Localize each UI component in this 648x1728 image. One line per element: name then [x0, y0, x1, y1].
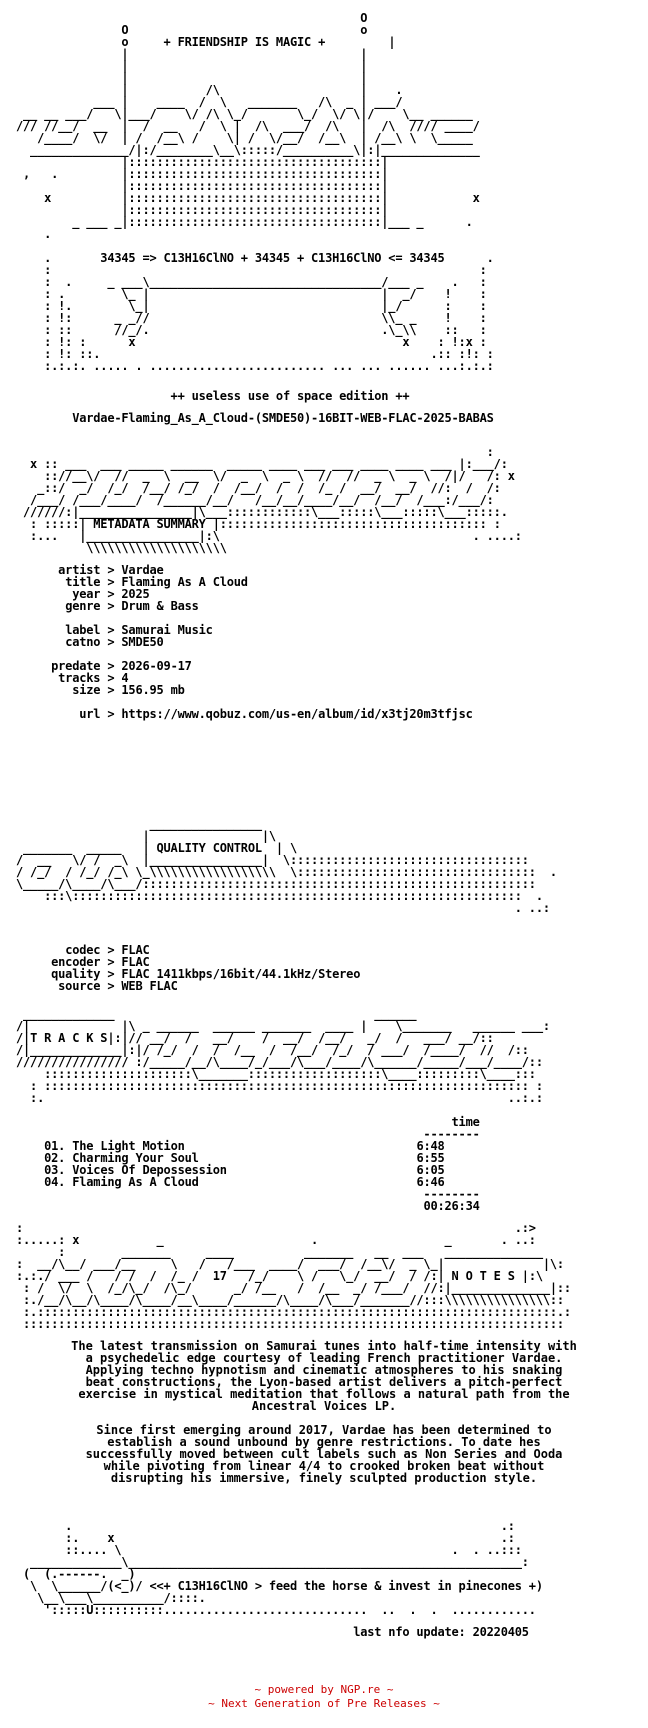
- tagline: + FRIENDSHIP IS MAGIC +: [163, 35, 326, 49]
- notes-para-2: [0, 1424, 648, 1484]
- release-line: [16, 412, 494, 424]
- metadata-banner: : x :: ___ ___ _____ ______ _____ ____ ___ ___ ____ ____ ___ |:___/: :://__\/ // _ \ __ \/ _ \ _ \ // // _ \ _ \ /|/ /: x _::/ _/ /_/ /__/ /_/ / /__/ / / /_ / __/ __/ //: / /: /___/ /___/____/ /______/__/ /__/__/____/__/ /__/ /___:/___/: //////:|________________|\___::::::::::::\___:::::\___:::::\___:::::. : :::::| METADATA SUMMARY |:::::::::::::::::::::::::::::::::::::: : :... |________________|:\ . ....: \\\\\\\\\\\\\\\\\\\\: [23, 445, 522, 555]
- track-time: 6:46: [416, 1175, 445, 1189]
- quality-label: quality: [51, 967, 101, 981]
- header-art: O O o o + FRIENDSHIP IS MAGIC + | | | | | | | | /\ | . ___ | ____ / \ _______ /\ _ | ___/ __ __ ___/ \|___/ \/ /\ \_/ \_/ \/ \|/ \__ ______ /// //__/ __ | / __ / \ | /\ ___/ /\ | /\ //// ____/ /____/ \/ | / /__\ / \| / \/__/ /__\ | /__\ \ \_____ ______________/|:/________\__\:::::/__________\|:|______________ |::::::::::::::::::::::::::::::::::::| , . |::::::::::::::::::::::::::::::::::::| |::::::::::::::::::::::::::::::::::::| x |::::::::::::::::::::::::::::::::::::| x |::::::::::::::::::::::::::::::::::::| _ ___ _|::::::::::::::::::::::::::::::::::::|___ _ . .: [16, 11, 480, 241]
- notes-line: a psychedelic edge courtesy of leading French practitioner Vardae.: [85, 1351, 563, 1365]
- last-update-line: [16, 1626, 529, 1638]
- total-time: 00:26:34: [423, 1199, 480, 1213]
- metadata-title: METADATA SUMMARY: [93, 517, 206, 531]
- artist-label: artist: [58, 563, 101, 577]
- tracks-value: 4: [121, 671, 129, 685]
- track-title: Voices Of Depossession: [72, 1163, 227, 1177]
- source-label: source: [58, 979, 101, 993]
- source-value: WEB FLAC: [121, 979, 178, 993]
- notes-line: while pivoting from linear 4/4 to crooked broken beat without: [103, 1459, 545, 1473]
- catno-label: catno: [65, 635, 101, 649]
- tracks-label: tracks: [58, 671, 101, 685]
- formula-line: . 34345 => C13H16ClNO + 34345 + C13H16ClNO <= 34345 .: [16, 251, 494, 265]
- title-label: title: [65, 575, 101, 589]
- edition-line: [16, 390, 409, 402]
- catno-value: SMDE50: [121, 635, 164, 649]
- track-time: 6:05: [416, 1163, 445, 1177]
- time-header: time: [451, 1115, 480, 1129]
- notes-line: exercise in mystical meditation that follows a natural path from the: [78, 1387, 570, 1401]
- track-num: 02.: [44, 1151, 66, 1165]
- year-label: year: [72, 587, 101, 601]
- notes-line: beat constructions, the Lyon-based artist delivers a pitch-perfect: [85, 1375, 563, 1389]
- notes-line: The latest transmission on Samurai tunes into half-time intensity with: [71, 1339, 577, 1353]
- quality-title: QUALITY CONTROL: [156, 841, 262, 855]
- codec-value: FLAC: [121, 943, 150, 957]
- notes-line: Since first emerging around 2017, Vardae has been determined to: [96, 1423, 552, 1437]
- genre-value: Drum & Bass: [121, 599, 199, 613]
- notes-line: Ancestral Voices LP.: [251, 1399, 397, 1413]
- tracks-banner: _____________ ______ /| |\ _ ______ ______ _______ ____ | \_______ ______ ___: /|T R A C K S|:|// __/ / __/ / __/ /__/ _/ / ___/ __/:: /|_____________|:|/ /_/ / / /__ / /__/ /_/ / ___/ /____/ // /:: //////////////// :/_____/__/\____/_/___/\___/____/\______/_____/___/____/:: :::::::::::::::::::::\_______:::::::::::::::::::\____:::::::::\____::: : ::::::::::::::::::::::::::::::::::::::::::::::::::::::::::::::::::::: : :. ..:.:: [16, 1007, 550, 1105]
- quality-fields: codec > FLAC encoder > FLAC quality > FLAC 1411kbps/16bit/44.1kHz/Stereo source > WEB FLAC: [51, 943, 361, 993]
- track-title: Flaming As A Cloud: [72, 1175, 199, 1189]
- quality-banner: ________________ | |\ _______ _____ | QUALITY CONTROL | \ / __ \/ / _\ |________________| \:::::::::::::::::::::::::::::::::: / /_/ / /_/ /_\ \_\\\\\\\\\\\\\\\\\\ \:::::::::::::::::::::::::::::::::: . \_____/\____/\___/:::::::::::::::::::::::::::::::::::::::::::::::::::::::: :::\:::::::::::::::::::::::::::::::::::::::::::::::::::::::::::::::: . . ..:: [16, 817, 557, 915]
- notes-line: successfully moved between cult labels such as Non Series and Ooda: [85, 1447, 563, 1461]
- predate-label: predate: [51, 659, 101, 673]
- track-num: 03.: [44, 1163, 66, 1177]
- encoder-label: encoder: [51, 955, 101, 969]
- track-title: The Light Motion: [72, 1139, 185, 1153]
- track-time: 6:55: [416, 1151, 445, 1165]
- label-label: label: [65, 623, 101, 637]
- url-value[interactable]: https://www.qobuz.com/us-en/album/id/x3tj20m3tfjsc: [121, 707, 473, 721]
- notes-text: [0, 1340, 648, 1484]
- codec-label: codec: [65, 943, 101, 957]
- outro-art: . .: :. x .: ::.... \ . . ..::: _____________\________________________________________________________: ( (.------. _) \ \______/(<_)/ <<+ C13H16ClNO > feed the horse & invest in pinecones +) \__\___\__________/::::. ':::::U::::::::::............................. .. . . ............: [23, 1519, 543, 1617]
- track-num: 01.: [44, 1139, 66, 1153]
- title-value: Flaming As A Cloud: [121, 575, 248, 589]
- url-label: url: [79, 707, 101, 721]
- footer-powered-by[interactable]: ~ powered by NGP.re ~: [254, 1683, 394, 1696]
- footer-tagline: ~ Next Generation of Pre Releases ~: [208, 1697, 440, 1710]
- size-value: 156.95 mb: [121, 683, 185, 697]
- label-value: Samurai Music: [121, 623, 213, 637]
- size-label: size: [72, 683, 101, 697]
- genre-label: genre: [65, 599, 101, 613]
- last-update: last nfo update: 20220405: [353, 1625, 529, 1639]
- edition: ++ useless use of space edition ++: [170, 389, 410, 403]
- slogan: <<+ C13H16ClNO > feed the horse & invest in pinecones +): [149, 1579, 543, 1593]
- tracklist: time -------- 01. The Light Motion 6:48 02. Charming Your Soul 6:55 03. Voices Of Depossession 6:05 04. Flaming As A Cloud 6:46 -------- 00:26:34: [44, 1115, 480, 1213]
- notes-line: establish a sound unbound by genre restrictions. To date hes: [107, 1435, 541, 1449]
- notes-title: N O T E S: [451, 1269, 515, 1283]
- year-value: 2025: [121, 587, 150, 601]
- release-name: Vardae-Flaming_As_A_Cloud-(SMDE50)-16BIT-WEB-FLAC-2025-BABAS: [72, 411, 494, 425]
- track-row[interactable]: [44, 1175, 444, 1189]
- track-time: 6:48: [416, 1139, 445, 1153]
- notes-line: Applying techno hypnotism and cinematic atmospheres to his snaking: [85, 1363, 563, 1377]
- artist-value: Vardae: [121, 563, 164, 577]
- notes-banner: : .:> :.....: x _ . _ . ..: : _______ ____ _______ __ ___ ______________ : __/\__/ ___/__ \ / /___ ____/ ___/ /__\/ _ \_| |\: :.:./ ___ / / / / /_ / 17 /_/ \ / \_/ __/ / /:| N O T E S |:\ : / \/ \ /_/\_/ /\_/ _/ /__ / /__ _/ /___/ //:|______________|:: :./__/\__/\____/\____/__\____/______/\____/\___/_______//:::\\\\\\\\\\\\\\\:: :.::::::::::::::::::::::::::::::::::::::::::::::::::::::::::::::::::::::::::.: :::::::::::::::::::::::::::::::::::::::::::::::::::::::::::::::::::::::::::::: [16, 1221, 571, 1331]
- metadata-fields: artist > Vardae title > Flaming As A Cloud year > 2025 genre > Drum & Bass label > Samurai Music catno > SMDE50 predate > 2026-09-17 tracks > 4 size > 156.95 mb url > https://www.qobuz.com/us-en/album/id/x3tj20m3tfjsc: [51, 563, 473, 721]
- encoder-value: FLAC: [121, 955, 150, 969]
- track-num: 04.: [44, 1175, 66, 1189]
- track-title: Charming Your Soul: [72, 1151, 199, 1165]
- header-art-lower: : : : . _ ___\_________________________________/___ _ . : : . \_ | | _/ ! : : !. \_| |_/ : : : !: _ _// \\_ _ ! : : :: //_/. .\_\\ :: : : !: : x x : !:x : : !: ::. .:: :!: : :.:.:. ..... . ......................... ... ... ...... ...:.:.:: [44, 263, 494, 373]
- quality-value: FLAC 1411kbps/16bit/44.1kHz/Stereo: [121, 967, 361, 981]
- formula: 34345 => C13H16ClNO + 34345 + C13H16ClNO <= 34345: [100, 251, 445, 265]
- footer: [0, 1683, 648, 1711]
- notes-line: disrupting his immersive, finely sculpted production style.: [110, 1471, 538, 1485]
- tracks-title: T R A C K S: [30, 1031, 108, 1045]
- predate-value: 2026-09-17: [121, 659, 192, 673]
- notes-para-1: [0, 1340, 648, 1412]
